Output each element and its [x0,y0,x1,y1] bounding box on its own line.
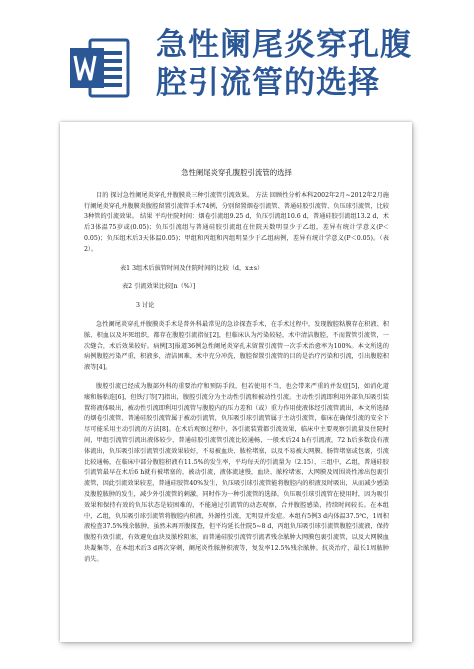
document-body [84,168,389,566]
section-heading: 3 讨论 [136,302,155,310]
banner-title-line-1: 急性阑尾炎穿孔腹 [156,27,412,63]
document-title: 急性阑尾炎穿孔腹腔引流管的选择 [181,168,292,177]
banner-title-line-2: 腔引流管的选择 [156,65,380,101]
discussion-paragraph-1: 急性阑尾炎穿孔并腹膜炎手术是普外科最常见的急诊探查手术，在手术过程中，发现腹腔粘膜存在积液、积脓、积血以及坏死组织，都存在腹腔引流指征[2]，但临床认为污染较轻，术中清洁腹腔，不而置管引流管，一次缝合，术后效果较好。病例[3]报道36例急性阑尾炎穿孔未留置引流管一次手术治愈率为100%。本文所选的病例腹腔污染严重，积液多，清洁困难，术中充分冲洗，腹腔留置引流管的目的是治疗污染和引流，引出腹腔积液等[4]。 [84,320,389,372]
discussion-paragraph-2: 腹腔引流已经成为腹部外科的重要治疗和预防手段，但若使用不当，也会带来严重的并发症[5]，如消化道瘘和肠粘连[6]，但铁汀等[7]指出，腹腔引流分为主动性引流和被动性引流。主动性引流即利用外部负压吸引装置将液体吸出，被动性引流即利用引流管与腹腔内的压力差和（或）重力作用使液体经引流管流出，本文所选择的烟卷引流管、普通硅胶引流管属于被动引流管，负压吸引球引流管属于主动引流管，临床在确保引流的安全下尽可能采用主动引流的方法[8]。在术后观察过程中，各引流装置都引流效果，临床中主要观察引流量及住院时间，甲组引流管引流出液体较少，普通硅胶引流管引流比较通畅，一般术后24 h有引流液，72 h后多数没有液体流出，负压吸引球引流管引流效果较好，不易被血块、脓栓堵塞，以及不易被大网膜、肠管堵塞或包裹，引流比较通畅，在临床中部分腹腔积液有11.5%的发生率，平均每天的引流量为（2.15），三组中，乙组，普通硅胶引流管最早在术后6 h就有被堵塞的，被动引流，液体流速慢，血块、脓栓堵塞，大网膜及周围炎性渗出包裹引流管，因此引流效果较差，普通硅胶管40%发生，负压吸引球引流管能将腹腔内的积液及时吸出，从而减少感染及腹腔脓肿的发生，减少外引流管的刺激，同时作为一种引流管的选择，负压吸引球引流管在使用时，因为吸引效果和保持有效的负压状态是较困难的，不能通过引流管的动态观察，合并腹腔感染，持续时间较长。在本组中，乙组，负压吸引球引流管将腹腔内积液，外源性引流，无明显并发症。本组有5例3 d内体温37.5℃，1周积液检查37.5%残余脓肿，虽然未再开腹探查，但平均延长住院5~8 d，丙组负压吸引球引流管腹腔引流液，保持腹腔有效引流，有效避免血块及脓栓阻塞，而普通硅胶引流管引流者残余脓肿大网膜包裹引流管，以及大网膜血块凝集等，在本组术后3 d再次穿刺，阑尾炎性脓肿积液等，复发率12.5%残余脓肿。抗炎治疗，最长1周脓肿消失。 [84,382,389,563]
word-document-icon [66,34,134,102]
abstract-paragraph: 目的 探讨急性阑尾炎穿孔并腹膜炎三种引流管引流效果。 方法 回顾性分析本科2002年2月~2012年2月施行阑尾炎穿孔并腹膜炎腹腔留置引流管手术74例，分别留置烟卷引流管、普通硅胶引流管、负压球引流管，比较3种管的引流效果。 结果 平均住院时间：烟卷引流组9.25 d，负压引流组10.6 d，普通硅胶引流组13.2 d，术后3体温75岁或(0.05)；负压引流组与普通硅胶引流组在住院天数明显少于乙组，差异有统计学意义(P＜0.05)；负压组术后3天体温0.05)；甲组和丙组和丙组明显少于乙组病例，差异有统计学意义(P＜0.05)。（表2）。 [84,191,389,253]
table-1-caption: 表1 3组术后拔管时间及住院时间的比较（d，x±s） [120,264,264,272]
header-banner [0,0,474,122]
table-2-caption: 表2 引流效果比较[n（%）] [122,283,196,291]
banner-title [156,26,456,102]
